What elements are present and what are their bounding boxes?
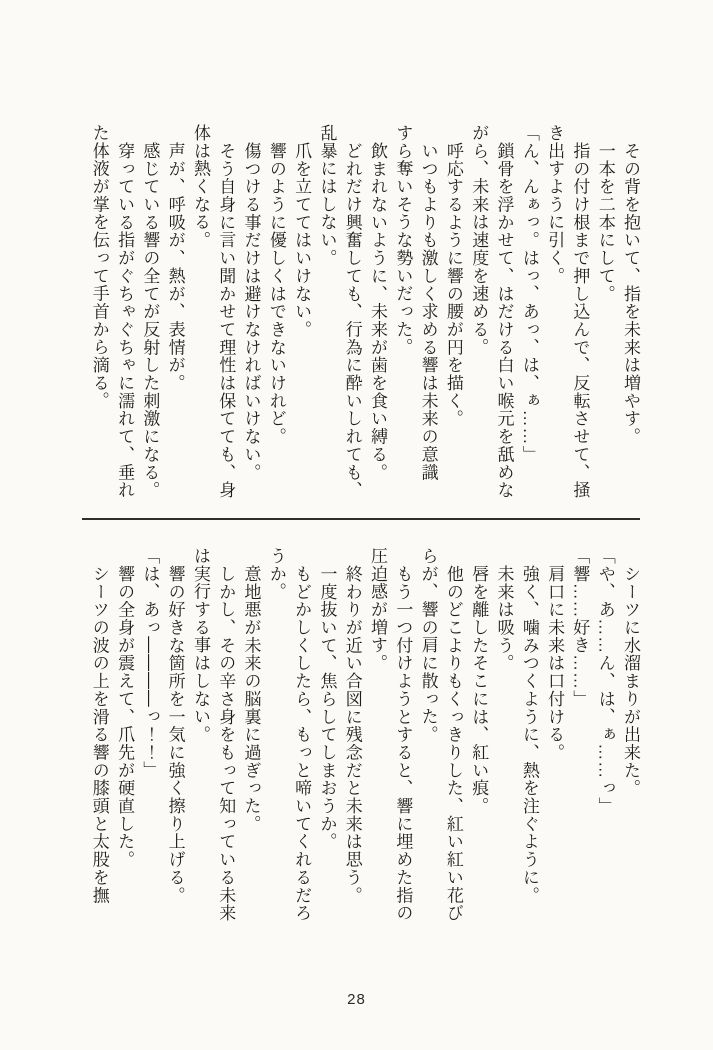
text-column: 強く、噛みつくように、熱を注ぐように。 [519,564,539,904]
text-column: 「響……好き……」 [570,547,590,708]
text-column: 鎖骨を浮かせて、はだける白い喉元を舐めな [494,141,514,499]
text-column: 傷つける事だけは避けなければいけない。 [241,141,261,481]
text-column: 「や、あ……ん、は、ぁ……っ」 [595,547,615,815]
text-column: どれだけ興奮しても、行為に酔いしれても、 [342,141,362,499]
text-column: もどかしくしたら、もっと啼いてくれるだろ [292,564,312,922]
text-column: 爪を立ててはいけない。 [292,141,312,339]
text-column: 一度抜いて、焦らしてしまおうか。 [317,564,337,851]
text-column: いつもよりも激しく求める響は未来の意識 [418,141,438,481]
text-column: 穿っている指がぐちゃぐちゃに濡れて、垂れ [115,141,135,499]
text-column: うか。 [266,547,286,601]
text-column: がら、未来は速度を速める。 [469,124,489,357]
text-column: 唇を離したそこには、紅い痕。 [469,564,489,815]
text-column: 未来は吸う。 [494,564,514,672]
text-column: シーツに水溜まりが出来た。 [621,564,640,797]
text-column: 響の好きな箇所を一気に強く擦り上げる。 [165,564,185,904]
text-column: 声が、呼吸が、熱が、表情が。 [165,141,185,392]
section-divider [82,518,640,520]
text-column: すら奪いそうな勢いだった。 [393,124,413,357]
text-column: き出すように引く。 [545,124,565,285]
text-column: 一本を二本にして。 [595,141,615,303]
text-column: 呼応するように響の腰が円を描く。 [443,141,463,428]
text-column: その背を抱いて、指を未来は増やす。 [621,141,640,446]
text-column: 肩口に未来は口付ける。 [545,564,565,762]
text-section-top [86,124,643,508]
page-number: 28 [347,991,366,1008]
text-column: 飲まれないように、未来が歯を食い縛る。 [368,141,388,481]
text-column: 響の全身が震えて、爪先が硬直した。 [115,564,135,869]
text-column: 感じている響の全てが反射した刺激になる。 [140,141,160,499]
text-column: らが、響の肩に散った。 [418,547,438,744]
text-section-bottom [86,547,643,931]
text-column: 「ん、んぁっ。はっ、あっ、は、ぁ……」 [519,124,539,464]
text-column: 響のように優しくはできないけれど。 [266,141,286,446]
text-column: 意地悪が未来の脳裏に過ぎった。 [241,564,261,833]
text-column: もう一つ付けようとすると、響に埋めた指の [393,564,413,922]
text-column: しかし、その辛さ身をもって知っている未来 [216,564,236,922]
text-column: 圧迫感が増す。 [368,547,388,672]
text-column: そう自身に言い聞かせて理性は保てても、身 [216,141,236,499]
text-column: シーツの波の上を滑る響の膝頭と太股を撫 [89,564,109,904]
text-column: 指の付け根まで押し込んで、反転させて、掻 [570,141,590,499]
text-column: 終わりが近い合図に残念だと未来は思う。 [342,564,362,904]
text-column: 他のどこよりもくっきりした、紅い紅い花び [443,564,463,922]
text-column: た体液が掌を伝って手首から滴る。 [89,124,109,410]
text-column: 「は、あっ――――っ！！」 [140,547,160,780]
text-column: は実行する事はしない。 [190,547,210,744]
text-column: 体は熱くなる。 [190,124,210,249]
text-column: 乱暴にはしない。 [317,124,337,267]
